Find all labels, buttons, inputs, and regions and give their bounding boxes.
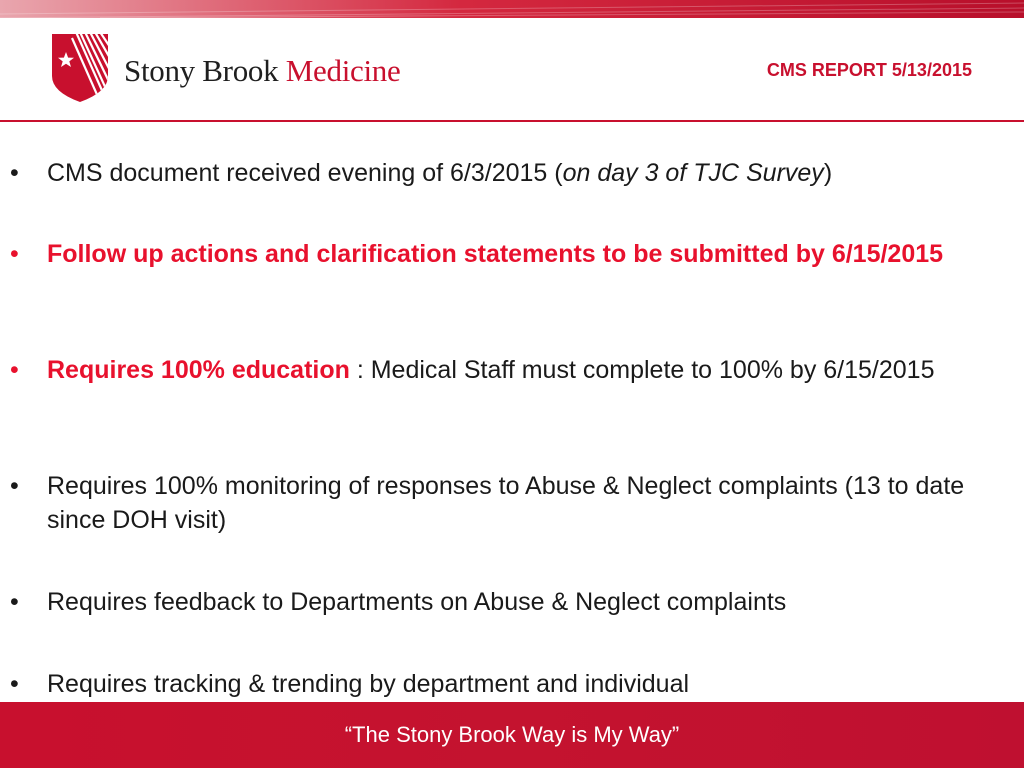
bullet-text-rest: : Medical Staff must complete to 100% by 6/15/2015 (349, 356, 935, 384)
bullet-list (0, 122, 1024, 702)
bullet-marker: • (10, 356, 19, 384)
slide-header (0, 18, 1024, 121)
stony-brook-medicine-logo (50, 32, 400, 104)
bullet-text: Requires feedback to Departments on Abuse & Neglect complaints (47, 588, 787, 616)
bullet-text-emphasis: Follow up actions and clarification statements to be submitted by 6/15/2015 (47, 240, 944, 268)
bullet-text (47, 353, 1002, 387)
bullet-marker: • (10, 159, 19, 187)
report-label: CMS REPORT 5/13/2015 (766, 60, 972, 80)
bullet-text-italic: on day 3 of TJC Survey (562, 159, 824, 187)
bullet-text: Requires 100% monitoring of responses to Abuse & Neglect complaints (13 to date since DOH visit) (47, 472, 965, 534)
bullet-text-tail: ) (823, 159, 833, 187)
logo-name: Stony Brook (124, 53, 279, 88)
footer-tagline: “The Stony Brook Way is My Way” (344, 722, 680, 747)
logo-wordmark (124, 53, 400, 89)
bullet-text-emphasis: Requires 100% education (47, 356, 350, 384)
logo-dept: Medicine (285, 53, 401, 88)
bullet-text (47, 156, 1002, 190)
bullet-text: Requires tracking & trending by department and individual (47, 670, 690, 698)
bullet-text-lead: CMS document received evening of 6/3/2015 ( (47, 159, 563, 187)
bullet-marker: • (10, 588, 19, 616)
bullet-marker: • (10, 670, 19, 698)
shield-star-icon (50, 32, 110, 104)
footer-bar (0, 702, 1024, 768)
bullet-marker: • (10, 472, 19, 500)
bullet-marker: • (10, 240, 19, 268)
top-decorative-band (0, 0, 1024, 18)
bullet-text (47, 237, 1002, 271)
